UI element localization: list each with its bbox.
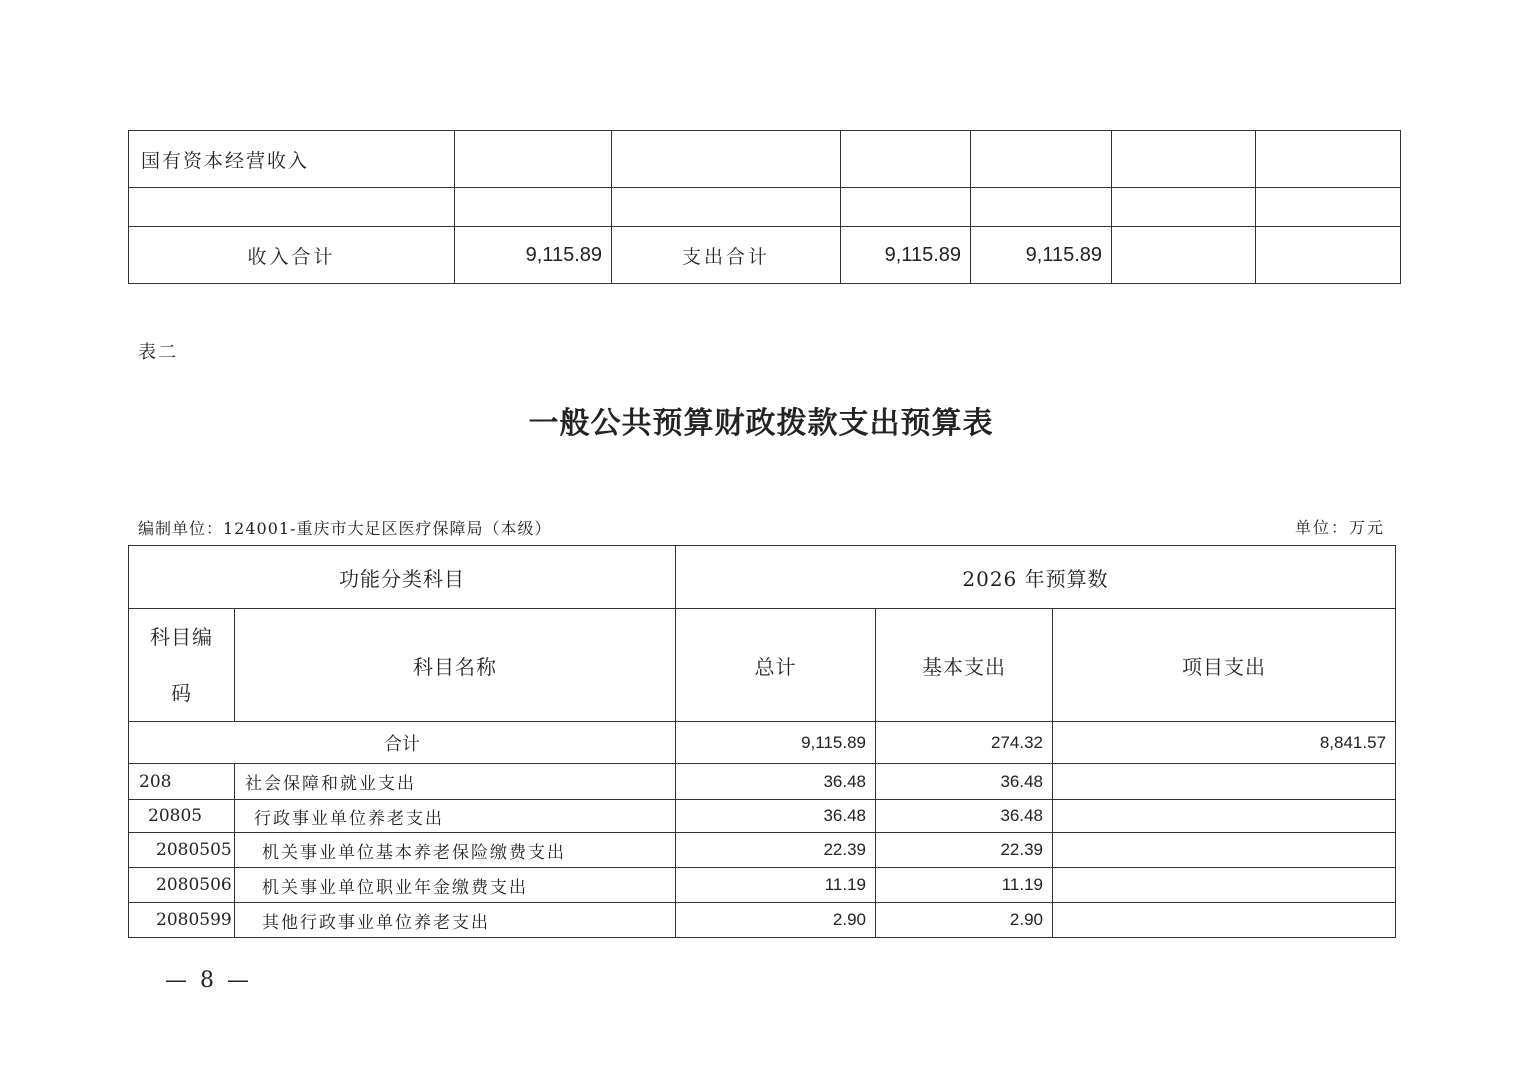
table-cell <box>1256 227 1401 284</box>
basic-header: 基本支出 <box>876 609 1053 722</box>
table-row <box>129 131 1401 188</box>
code-header-line2: 码 <box>171 681 192 705</box>
row-total: 22.39 <box>676 833 876 868</box>
compiler-unit: 编制单位：124001-重庆市大足区医疗保障局（本级） <box>138 519 552 538</box>
row-project <box>1053 868 1396 903</box>
row-project <box>1053 800 1396 833</box>
table-cell <box>1112 188 1256 227</box>
row-total: 36.48 <box>676 800 876 833</box>
table-cell <box>841 188 971 227</box>
row-code: 2080599 <box>129 903 235 938</box>
row-project <box>1053 833 1396 868</box>
table-cell <box>455 131 612 188</box>
row-label <box>129 188 455 227</box>
table-cell <box>612 131 841 188</box>
row-name: 行政事业单位养老支出 <box>235 800 676 833</box>
expense-total-label: 支出合计 <box>612 227 841 284</box>
row-total: 11.19 <box>676 868 876 903</box>
table-row <box>129 800 1396 833</box>
table-cell <box>1256 188 1401 227</box>
page-number: — 8 — <box>165 968 252 993</box>
summary-project: 8,841.57 <box>1053 722 1396 764</box>
table-row <box>129 833 1396 868</box>
budget-year-header: 2026 年预算数 <box>676 546 1396 609</box>
currency-unit: 单位：万元 <box>1294 518 1385 537</box>
table-cell <box>612 188 841 227</box>
summary-total: 9,115.89 <box>676 722 876 764</box>
table-row <box>129 903 1396 938</box>
budget-expenditure-table <box>128 545 1396 938</box>
row-name: 其他行政事业单位养老支出 <box>235 903 676 938</box>
total-row <box>129 227 1401 284</box>
summary-label: 合计 <box>129 722 676 764</box>
page-title <box>0 398 1520 442</box>
summary-row <box>129 722 1396 764</box>
row-name: 社会保障和就业支出 <box>235 764 676 800</box>
table-cell <box>1112 131 1256 188</box>
row-basic: 36.48 <box>876 800 1053 833</box>
name-header: 科目名称 <box>235 609 676 722</box>
code-header-line1: 科目编 <box>150 625 213 649</box>
row-project <box>1053 903 1396 938</box>
code-header <box>129 609 235 722</box>
row-code: 2080505 <box>129 833 235 868</box>
table-cell <box>971 131 1112 188</box>
page-title-text: 一般公共预算财政拨款支出预算表 <box>528 406 994 441</box>
row-total: 36.48 <box>676 764 876 800</box>
row-code: 2080506 <box>129 868 235 903</box>
table-cell <box>1112 227 1256 284</box>
row-name: 机关事业单位基本养老保险缴费支出 <box>235 833 676 868</box>
income-expense-table <box>128 130 1401 284</box>
table-label: 表二 <box>138 342 178 363</box>
row-name: 机关事业单位职业年金缴费支出 <box>235 868 676 903</box>
table-row <box>129 764 1396 800</box>
row-basic: 22.39 <box>876 833 1053 868</box>
table-row <box>129 868 1396 903</box>
row-project <box>1053 764 1396 800</box>
expense-total-value: 9,115.89 <box>841 227 971 284</box>
row-code: 20805 <box>129 800 235 833</box>
total-header: 总计 <box>676 609 876 722</box>
row-label: 国有资本经营收入 <box>129 131 455 188</box>
expense-total-value-2: 9,115.89 <box>971 227 1112 284</box>
row-basic: 11.19 <box>876 868 1053 903</box>
table-cell <box>841 131 971 188</box>
row-total: 2.90 <box>676 903 876 938</box>
table-cell <box>455 188 612 227</box>
subheader-row <box>129 609 1396 722</box>
header-row <box>129 546 1396 609</box>
row-basic: 2.90 <box>876 903 1053 938</box>
project-header: 项目支出 <box>1053 609 1396 722</box>
income-total-value: 9,115.89 <box>455 227 612 284</box>
table-cell <box>1256 131 1401 188</box>
row-code: 208 <box>129 764 235 800</box>
row-basic: 36.48 <box>876 764 1053 800</box>
table-cell <box>971 188 1112 227</box>
income-total-label: 收入合计 <box>129 227 455 284</box>
function-category-header: 功能分类科目 <box>129 546 676 609</box>
summary-basic: 274.32 <box>876 722 1053 764</box>
table-row <box>129 188 1401 227</box>
